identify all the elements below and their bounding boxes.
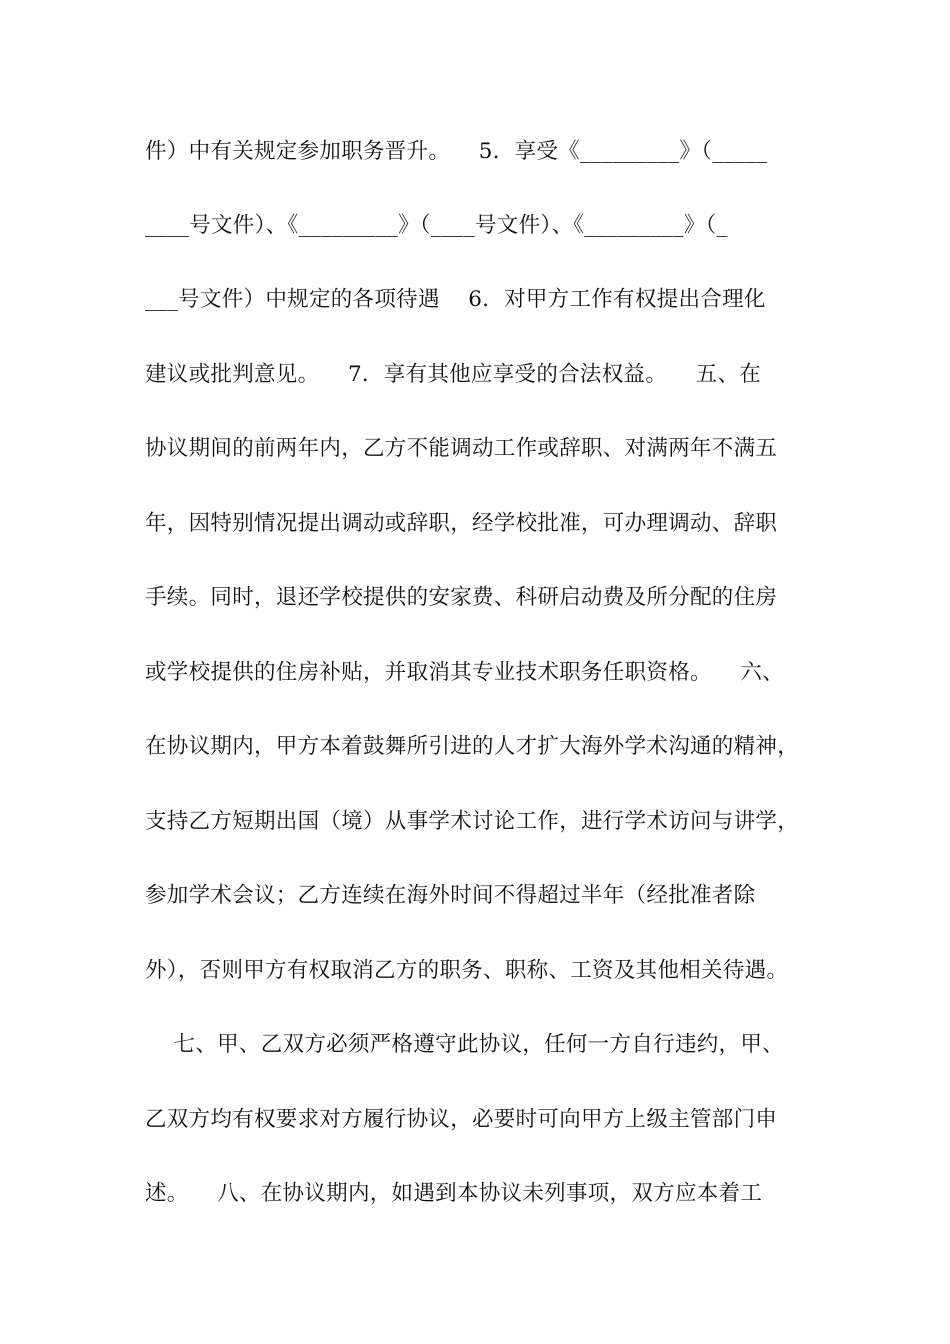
text-line: 或学校提供的住房补贴，并取消其专业技术职务任职资格。 六、 <box>145 660 784 685</box>
text-line: 参加学术会议；乙方连续在海外时间不得超过半年（经批准者除 <box>145 883 756 908</box>
text-line: 七、甲、乙双方必须严格遵守此协议，任何一方自行违约，甲、 <box>145 1032 784 1057</box>
text-line: 年，因特别情况提出调动或辞职，经学校批准，可办理调动、辞职 <box>145 511 778 536</box>
text-line: 述。 八、在协议期内，如遇到本协议未列事项，双方应本着工 <box>145 1181 763 1206</box>
text-line: 在协议期内，甲方本着鼓舞所引进的人才扩大海外学术沟通的精神， <box>145 734 800 759</box>
text-line: 建议或批判意见。 7．享有其他应享受的合法权益。 五、在 <box>145 362 762 387</box>
text-line: 外），否则甲方有权取消乙方的职务、职称、工资及其他相关待遇。 <box>145 958 789 983</box>
text-line: 手续。同时，退还学校提供的安家费、科研启动费及所分配的住房 <box>145 585 778 610</box>
text-line: 支持乙方短期出国（境）从事学术讨论工作，进行学术访问与讲学， <box>145 809 800 834</box>
text-line: 件）中有关规定参加职务晋升。 5．享受《_________》（_____ <box>145 139 768 164</box>
text-line: ____号文件）、《_________》（____号文件）、《_________》（_ <box>145 213 728 238</box>
text-line: ___号文件）中规定的各项待遇 6．对甲方工作有权提出合理化 <box>145 287 766 312</box>
text-line: 协议期间的前两年内，乙方不能调动工作或辞职、对满两年不满五 <box>145 436 778 461</box>
text-line: 乙双方均有权要求对方履行协议，必要时可向甲方上级主管部门申 <box>145 1107 778 1132</box>
